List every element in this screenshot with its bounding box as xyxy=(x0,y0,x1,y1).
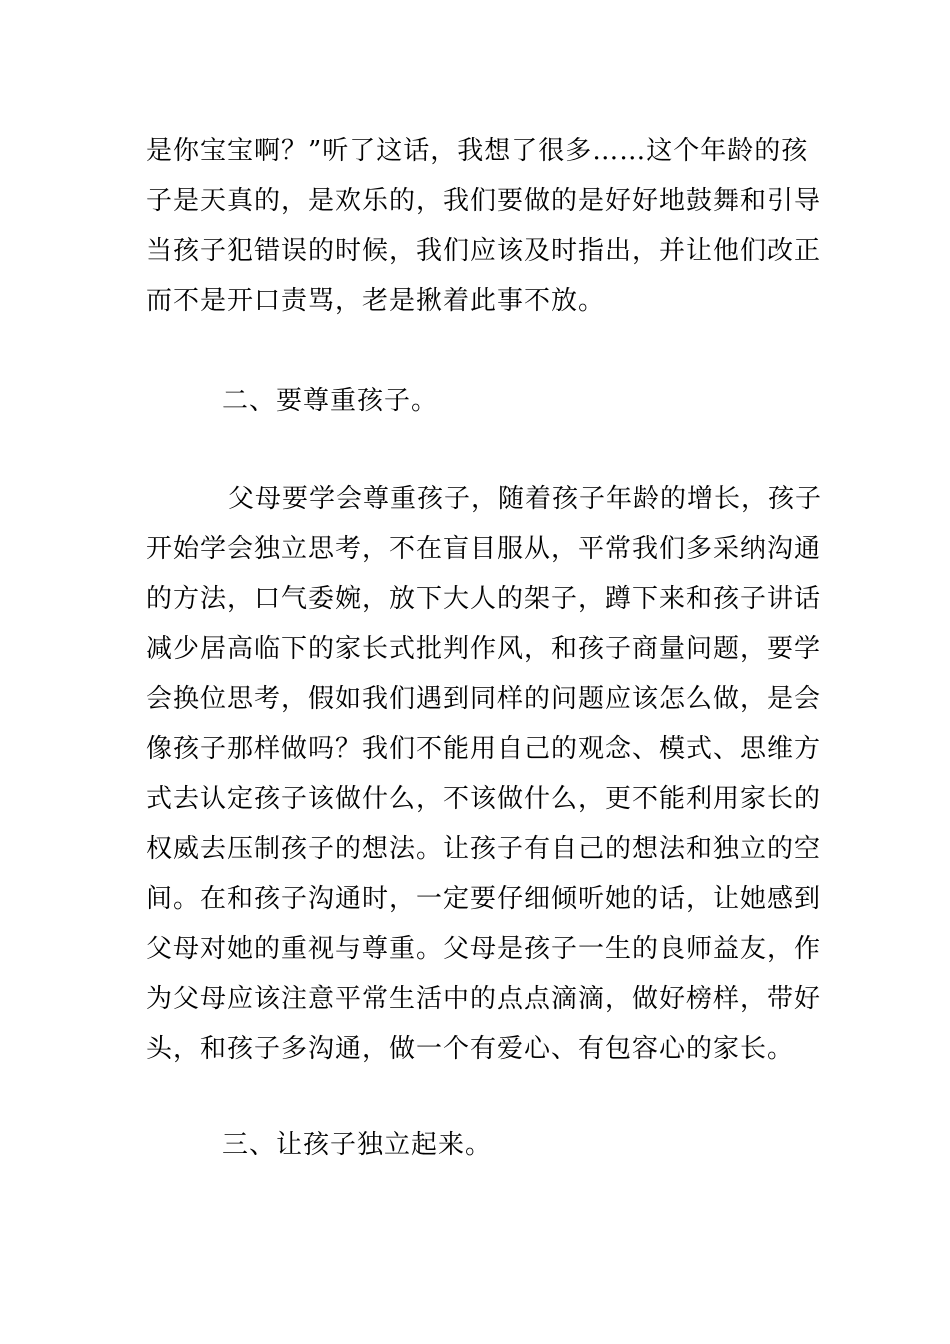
heading-3-text: 三、让孩子独立起来。 xyxy=(222,1130,493,1160)
paragraph-1-line-4: 而不是开口责骂，老是揪着此事不放。 xyxy=(146,286,606,316)
paragraph-2-line-2: 开始学会独立思考，不在盲目服从，平常我们多采纳沟通 xyxy=(146,534,822,564)
paragraph-2-line-1: 父母要学会尊重孩子，随着孩子年龄的增长，孩子 xyxy=(228,484,823,514)
paragraph-1 xyxy=(146,126,822,326)
paragraph-2-line-10: 父母对她的重视与尊重。父母是孩子一生的良师益友，作 xyxy=(146,934,822,964)
paragraph-2-line-9: 间。在和孩子沟通时，一定要仔细倾听她的话，让她感到 xyxy=(146,884,822,914)
paragraph-1-line-3: 当孩子犯错误的时候，我们应该及时指出，并让他们改正 xyxy=(146,236,822,266)
heading-2-text: 二、要尊重孩子。 xyxy=(222,386,439,416)
paragraph-1-line-1: 是你宝宝啊？”听了这话，我想了很多……这个年龄的孩 xyxy=(146,136,809,166)
paragraph-2-line-6: 像孩子那样做吗？我们不能用自己的观念、模式、思维方 xyxy=(146,734,822,764)
paragraph-2-line-12: 头，和孩子多沟通，做一个有爱心、有包容心的家长。 xyxy=(146,1034,795,1064)
paragraph-2-line-5: 会换位思考，假如我们遇到同样的问题应该怎么做，是会 xyxy=(146,684,822,714)
paragraph-2-line-11: 为父母应该注意平常生活中的点点滴滴，做好榜样，带好 xyxy=(146,984,822,1014)
paragraph-2-line-8: 权威去压制孩子的想法。让孩子有自己的想法和独立的空 xyxy=(146,834,822,864)
paragraph-2-line-7: 式去认定孩子该做什么，不该做什么，更不能利用家长的 xyxy=(146,784,822,814)
paragraph-2 xyxy=(146,474,823,1074)
paragraph-1-line-2: 子是天真的，是欢乐的，我们要做的是好好地鼓舞和引导 xyxy=(146,186,822,216)
section-heading-3 xyxy=(146,1120,812,1170)
paragraph-2-line-4: 减少居高临下的家长式批判作风，和孩子商量问题，要学 xyxy=(146,634,822,664)
paragraph-2-line-3: 的方法，口气委婉，放下大人的架子，蹲下来和孩子讲话 xyxy=(146,584,822,614)
section-heading-2 xyxy=(146,376,812,426)
